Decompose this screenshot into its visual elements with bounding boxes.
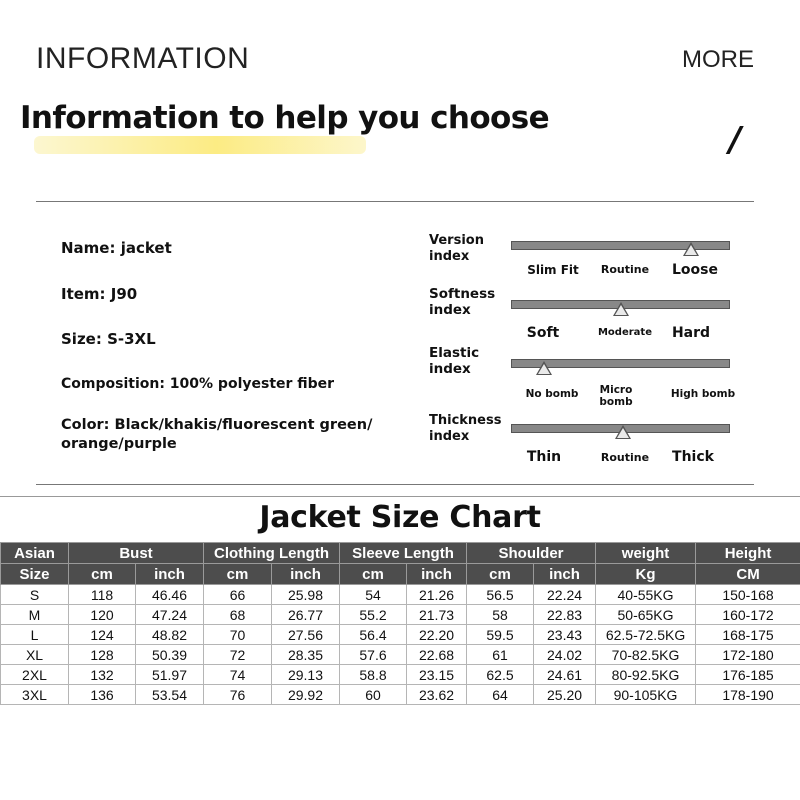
table-cell: 74 bbox=[204, 665, 272, 685]
table-cell: 72 bbox=[204, 645, 272, 665]
table-cell: 62.5-72.5KG bbox=[596, 625, 696, 645]
version-option-routine: Routine bbox=[600, 263, 650, 276]
size-chart-unit-header: CM bbox=[696, 564, 800, 585]
table-cell: 27.56 bbox=[272, 625, 340, 645]
table-cell: 66 bbox=[204, 585, 272, 605]
softness-index-label bbox=[429, 286, 509, 318]
table-cell: 150-168 bbox=[696, 585, 800, 605]
table-cell: 50-65KG bbox=[596, 605, 696, 625]
version-index-label bbox=[429, 233, 509, 265]
table-cell: 25.98 bbox=[272, 585, 340, 605]
table-cell: 28.35 bbox=[272, 645, 340, 665]
table-cell: 60 bbox=[340, 685, 407, 705]
table-cell: 22.24 bbox=[534, 585, 596, 605]
table-row bbox=[1, 645, 800, 665]
table-cell: 40-55KG bbox=[596, 585, 696, 605]
table-cell: 172-180 bbox=[696, 645, 800, 665]
table-cell: 25.20 bbox=[534, 685, 596, 705]
size-chart-group-header: Bust bbox=[69, 543, 204, 564]
table-cell: 22.83 bbox=[534, 605, 596, 625]
thickness-index-marker bbox=[615, 425, 631, 439]
section-title: INFORMATION bbox=[36, 42, 250, 75]
table-row bbox=[1, 625, 800, 645]
table-cell: 176-185 bbox=[696, 665, 800, 685]
table-cell: 80-92.5KG bbox=[596, 665, 696, 685]
table-cell: 120 bbox=[69, 605, 136, 625]
thickness-index-label bbox=[429, 413, 509, 445]
table-cell: 47.24 bbox=[136, 605, 204, 625]
table-cell: 128 bbox=[69, 645, 136, 665]
elastic-option-micro-bomb: Micro bomb bbox=[599, 384, 633, 408]
table-cell: L bbox=[1, 625, 69, 645]
table-cell: 26.77 bbox=[272, 605, 340, 625]
table-cell: 56.4 bbox=[340, 625, 407, 645]
version-index-label-line1: Version bbox=[429, 233, 484, 248]
size-chart-unit-header: Kg bbox=[596, 564, 696, 585]
table-cell: 50.39 bbox=[136, 645, 204, 665]
table-cell: 59.5 bbox=[467, 625, 534, 645]
table-cell: 53.54 bbox=[136, 685, 204, 705]
divider-top bbox=[36, 201, 754, 202]
table-cell: 118 bbox=[69, 585, 136, 605]
softness-option-soft: Soft bbox=[526, 325, 560, 341]
thickness-option-thin: Thin bbox=[526, 449, 562, 465]
table-cell: 24.02 bbox=[534, 645, 596, 665]
table-cell: 23.62 bbox=[407, 685, 467, 705]
size-chart-group-header: Shoulder bbox=[467, 543, 596, 564]
product-color-line2: orange/purple bbox=[61, 436, 177, 452]
thickness-index-label-line1: Thickness bbox=[429, 413, 502, 428]
table-cell: 62.5 bbox=[467, 665, 534, 685]
table-cell: 21.73 bbox=[407, 605, 467, 625]
elastic-index-label-line1: Elastic bbox=[429, 345, 480, 361]
table-row bbox=[1, 605, 800, 625]
table-cell: XL bbox=[1, 645, 69, 665]
table-cell: 70-82.5KG bbox=[596, 645, 696, 665]
table-cell: 29.92 bbox=[272, 685, 340, 705]
version-index-marker bbox=[683, 242, 699, 256]
table-cell: 23.43 bbox=[534, 625, 596, 645]
table-cell: 3XL bbox=[1, 685, 69, 705]
table-cell: 168-175 bbox=[696, 625, 800, 645]
size-chart-title: Jacket Size Chart bbox=[259, 500, 541, 535]
table-cell: S bbox=[1, 585, 69, 605]
table-cell: M bbox=[1, 605, 69, 625]
size-chart-unit-row bbox=[1, 564, 800, 585]
table-cell: 58 bbox=[467, 605, 534, 625]
softness-option-hard: Hard bbox=[671, 325, 711, 341]
softness-index-label-line2: index bbox=[429, 302, 471, 318]
table-cell: 178-190 bbox=[696, 685, 800, 705]
product-color-line1: Color: Black/khakis/fluorescent green/ bbox=[61, 417, 373, 433]
table-cell: 2XL bbox=[1, 665, 69, 685]
elastic-index-marker bbox=[536, 361, 552, 375]
size-chart-unit-header: inch bbox=[136, 564, 204, 585]
size-chart-unit-header: Size bbox=[1, 564, 69, 585]
headline-highlight bbox=[34, 136, 366, 154]
headline: Information to help you choose bbox=[20, 100, 549, 136]
table-cell: 90-105KG bbox=[596, 685, 696, 705]
size-chart-unit-header: inch bbox=[272, 564, 340, 585]
size-chart-group-header: Asian bbox=[1, 543, 69, 564]
table-cell: 136 bbox=[69, 685, 136, 705]
elastic-index-label bbox=[429, 345, 509, 377]
product-composition: Composition: 100% polyester fiber bbox=[61, 376, 335, 392]
elastic-option-no-bomb: No bomb bbox=[525, 388, 579, 400]
product-item: Item: J90 bbox=[61, 285, 138, 303]
size-chart-unit-header: inch bbox=[407, 564, 467, 585]
table-cell: 23.15 bbox=[407, 665, 467, 685]
softness-option-moderate: Moderate bbox=[597, 327, 652, 338]
table-cell: 70 bbox=[204, 625, 272, 645]
size-chart-group-header: Height bbox=[696, 543, 800, 564]
size-chart-unit-header: cm bbox=[340, 564, 407, 585]
size-chart-table bbox=[0, 542, 800, 705]
size-chart-unit-header: cm bbox=[467, 564, 534, 585]
product-name: Name: jacket bbox=[61, 239, 172, 257]
table-cell: 24.61 bbox=[534, 665, 596, 685]
table-cell: 21.26 bbox=[407, 585, 467, 605]
size-chart-unit-header: cm bbox=[204, 564, 272, 585]
thickness-option-thick: Thick bbox=[672, 449, 714, 465]
product-color bbox=[61, 416, 391, 454]
elastic-index-label-line2: index bbox=[429, 361, 471, 377]
size-chart-group-header: Sleeve Length bbox=[340, 543, 467, 564]
version-index-label-line2: index bbox=[429, 249, 470, 264]
table-cell: 160-172 bbox=[696, 605, 800, 625]
table-cell: 55.2 bbox=[340, 605, 407, 625]
table-row bbox=[1, 585, 800, 605]
size-chart-unit-header: inch bbox=[534, 564, 596, 585]
table-cell: 68 bbox=[204, 605, 272, 625]
table-cell: 57.6 bbox=[340, 645, 407, 665]
divider-bottom bbox=[36, 484, 754, 485]
size-chart-group-header: Clothing Length bbox=[204, 543, 340, 564]
size-chart-unit-header: cm bbox=[69, 564, 136, 585]
slash-mark: / bbox=[729, 120, 742, 160]
table-cell: 56.5 bbox=[467, 585, 534, 605]
table-cell: 29.13 bbox=[272, 665, 340, 685]
elastic-option-high-bomb: High bomb bbox=[670, 388, 736, 400]
thickness-option-routine: Routine bbox=[600, 451, 650, 464]
table-cell: 46.46 bbox=[136, 585, 204, 605]
size-chart-group-row bbox=[1, 543, 800, 564]
table-row bbox=[1, 685, 800, 705]
size-chart-group-header: weight bbox=[596, 543, 696, 564]
table-cell: 61 bbox=[467, 645, 534, 665]
product-size: Size: S-3XL bbox=[61, 330, 156, 348]
table-row bbox=[1, 665, 800, 685]
table-cell: 54 bbox=[340, 585, 407, 605]
table-cell: 51.97 bbox=[136, 665, 204, 685]
table-cell: 22.20 bbox=[407, 625, 467, 645]
table-cell: 64 bbox=[467, 685, 534, 705]
table-cell: 76 bbox=[204, 685, 272, 705]
version-option-loose: Loose bbox=[672, 262, 718, 278]
softness-index-marker bbox=[613, 302, 629, 316]
version-option-slim-fit: Slim Fit bbox=[527, 263, 579, 277]
more-link[interactable]: MORE bbox=[682, 46, 754, 73]
size-chart-body bbox=[1, 585, 800, 705]
table-cell: 22.68 bbox=[407, 645, 467, 665]
table-cell: 124 bbox=[69, 625, 136, 645]
thickness-index-label-line2: index bbox=[429, 429, 470, 444]
table-cell: 132 bbox=[69, 665, 136, 685]
table-cell: 48.82 bbox=[136, 625, 204, 645]
table-cell: 58.8 bbox=[340, 665, 407, 685]
softness-index-label-line1: Softness bbox=[429, 286, 496, 302]
